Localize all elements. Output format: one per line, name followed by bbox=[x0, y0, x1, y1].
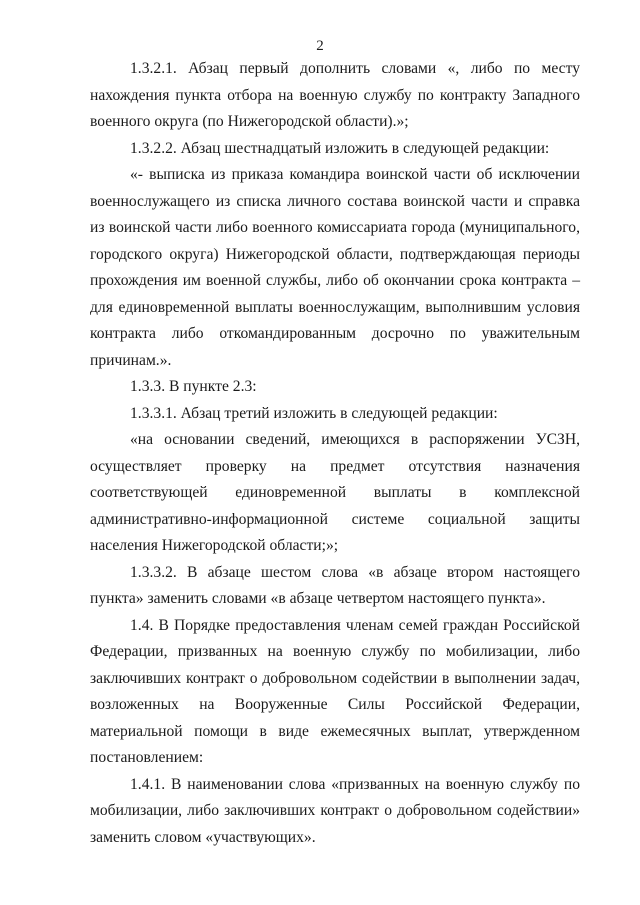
paragraph-1-3-3-1: 1.3.3.1. Абзац третий изложить в следующей редакции: bbox=[130, 404, 498, 422]
paragraph-1-3-2-1: 1.3.2.1. Абзац первый дополнить словами «, либо по месту нахождения пункта отбора на военную службу по контракту Западного военного округа (по Нижегородской области).»; bbox=[90, 60, 580, 130]
page-number: 2 bbox=[316, 38, 324, 54]
paragraph-1-4-1: 1.4.1. В наименовании слова «призванных на военную службу по мобилизации, либо заключивших контракт о добровольном содействии» заменить словом «участвующих». bbox=[90, 775, 580, 846]
paragraph-1-3-3-2: 1.3.3.2. В абзаце шестом слова «в абзаце втором настоящего пункта» заменить словами «в абзаце четвертом настоящего пункта». bbox=[90, 563, 580, 607]
paragraph-quoted-extract: «- выписка из приказа командира воинской части об исключении военнослужащего из списка личного состава воинской части и справка из воинской части либо военного комиссариата города (муниципального, городского округа) Нижегородской области, подтверждающая периоды прохождения им военной службы, либо об окончании срока контракта – для единовременной выплаты военнослужащим, выполнившим условия контракта либо откомандированным досрочно по уважительным причинам.». bbox=[90, 166, 580, 369]
paragraph-1-3-2-2: 1.3.2.2. Абзац шестнадцатый изложить в следующей редакции: bbox=[130, 139, 550, 157]
document-body bbox=[90, 56, 580, 851]
paragraph-quoted-verification: «на основании сведений, имеющихся в распоряжении УСЗН, осуществляет проверку на предмет отсутствия назначения соответствующей единовременной выплаты в комплексной административно-информационной системе социальной защиты населения Нижегородской области;»; bbox=[90, 431, 580, 554]
paragraph-1-3-3: 1.3.3. В пункте 2.3: bbox=[130, 378, 257, 395]
paragraph-1-4: 1.4. В Порядке предоставления членам семей граждан Российской Федерации, призванных на военную службу по мобилизации, либо заключивших контракт о добровольном содействии в выполнении задач, возложенных на Вооруженные Силы Российской Федерации, материальной помощи в виде ежемесячных выплат, утвержденном постановлением: bbox=[90, 616, 580, 766]
